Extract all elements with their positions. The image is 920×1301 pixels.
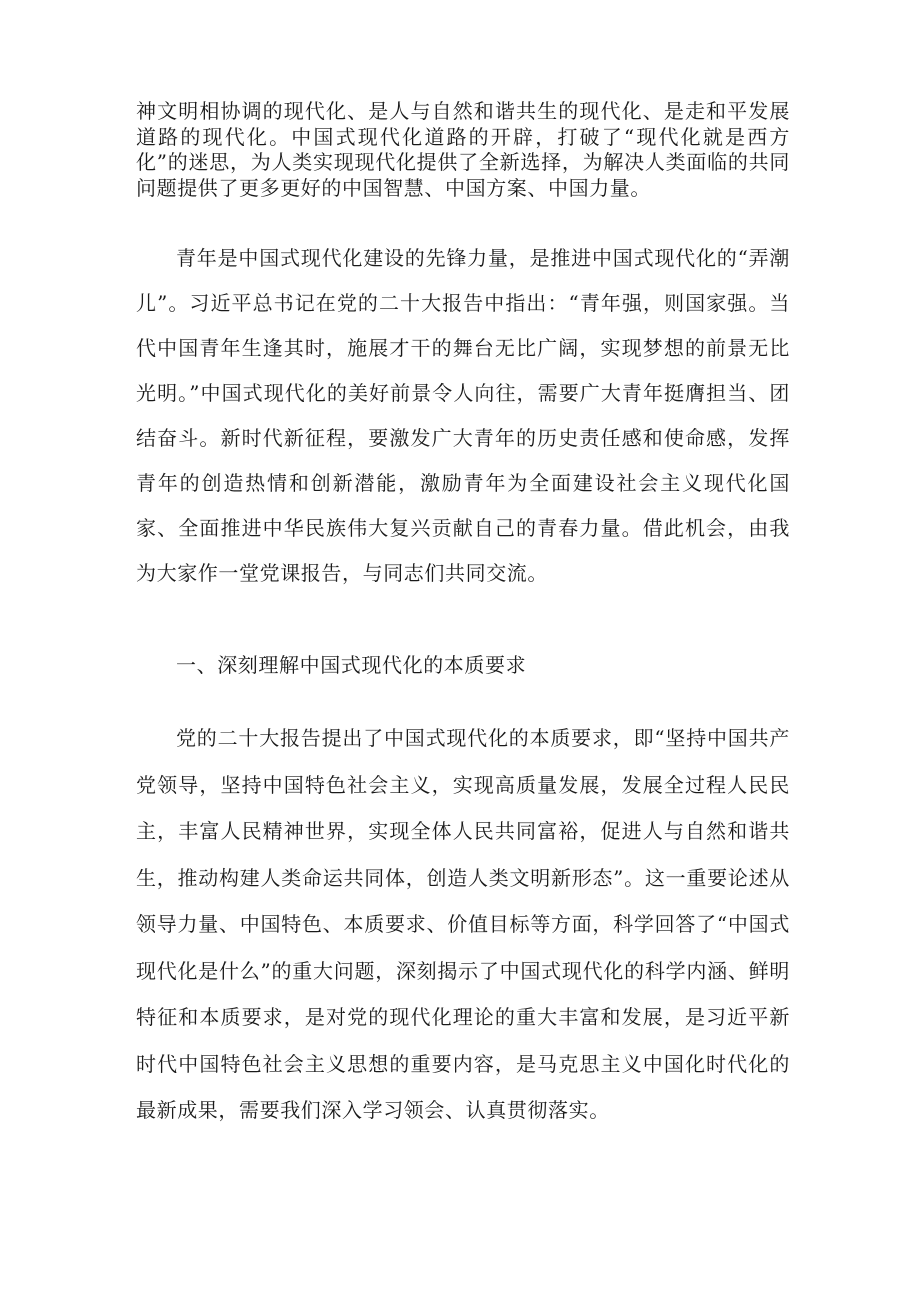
paragraph-youth: 青年是中国式现代化建设的先锋力量，是推进中国式现代化的“弄潮儿”。习近平总书记在党的二十大报告中指出：“青年强，则国家强。当代中国青年生逢其时，施展才干的舞台无比广阔，实现梦想的前景无比光明。”中国式现代化的美好前景令人向往，需要广大青年挺膺担当、团结奋斗。新时代新征程，要激发广大青年的历史责任感和使命感，发挥青年的创造热情和创新潜能，激励青年为全面建设社会主义现代化国家、全面推进中华民族伟大复兴贡献自己的青春力量。借此机会，由我为大家作一堂党课报告，与同志们共同交流。 (136, 246, 790, 585)
section-heading: 一、深刻理解中国式现代化的本质要求 (176, 653, 527, 677)
paragraph-continuation: 神文明相协调的现代化、是人与自然和谐共生的现代化、是走和平发展道路的现代化。中国式现代化道路的开辟，打破了“现代化就是西方化”的迷思，为人类实现现代化提供了全新选择，为解决人类面临的共同问题提供了更多更好的中国智慧、中国方案、中国力量。 (136, 99, 790, 200)
paragraph-essential-requirements: 党的二十大报告提出了中国式现代化的本质要求，即“坚持中国共产党领导，坚持中国特色社会主义，实现高质量发展，发展全过程人民民主，丰富人民精神世界，实现全体人民共同富裕，促进人与自然和谐共生，推动构建人类命运共同体，创造人类文明新形态”。这一重要论述从领导力量、中国特色、本质要求、价值目标等方面，科学回答了“中国式现代化是什么”的重大问题，深刻揭示了中国式现代化的科学内涵、鲜明特征和本质要求，是对党的现代化理论的重大丰富和发展，是习近平新时代中国特色社会主义思想的重要内容，是马克思主义中国化时代化的最新成果，需要我们深入学习领会、认真贯彻落实。 (136, 726, 790, 1122)
